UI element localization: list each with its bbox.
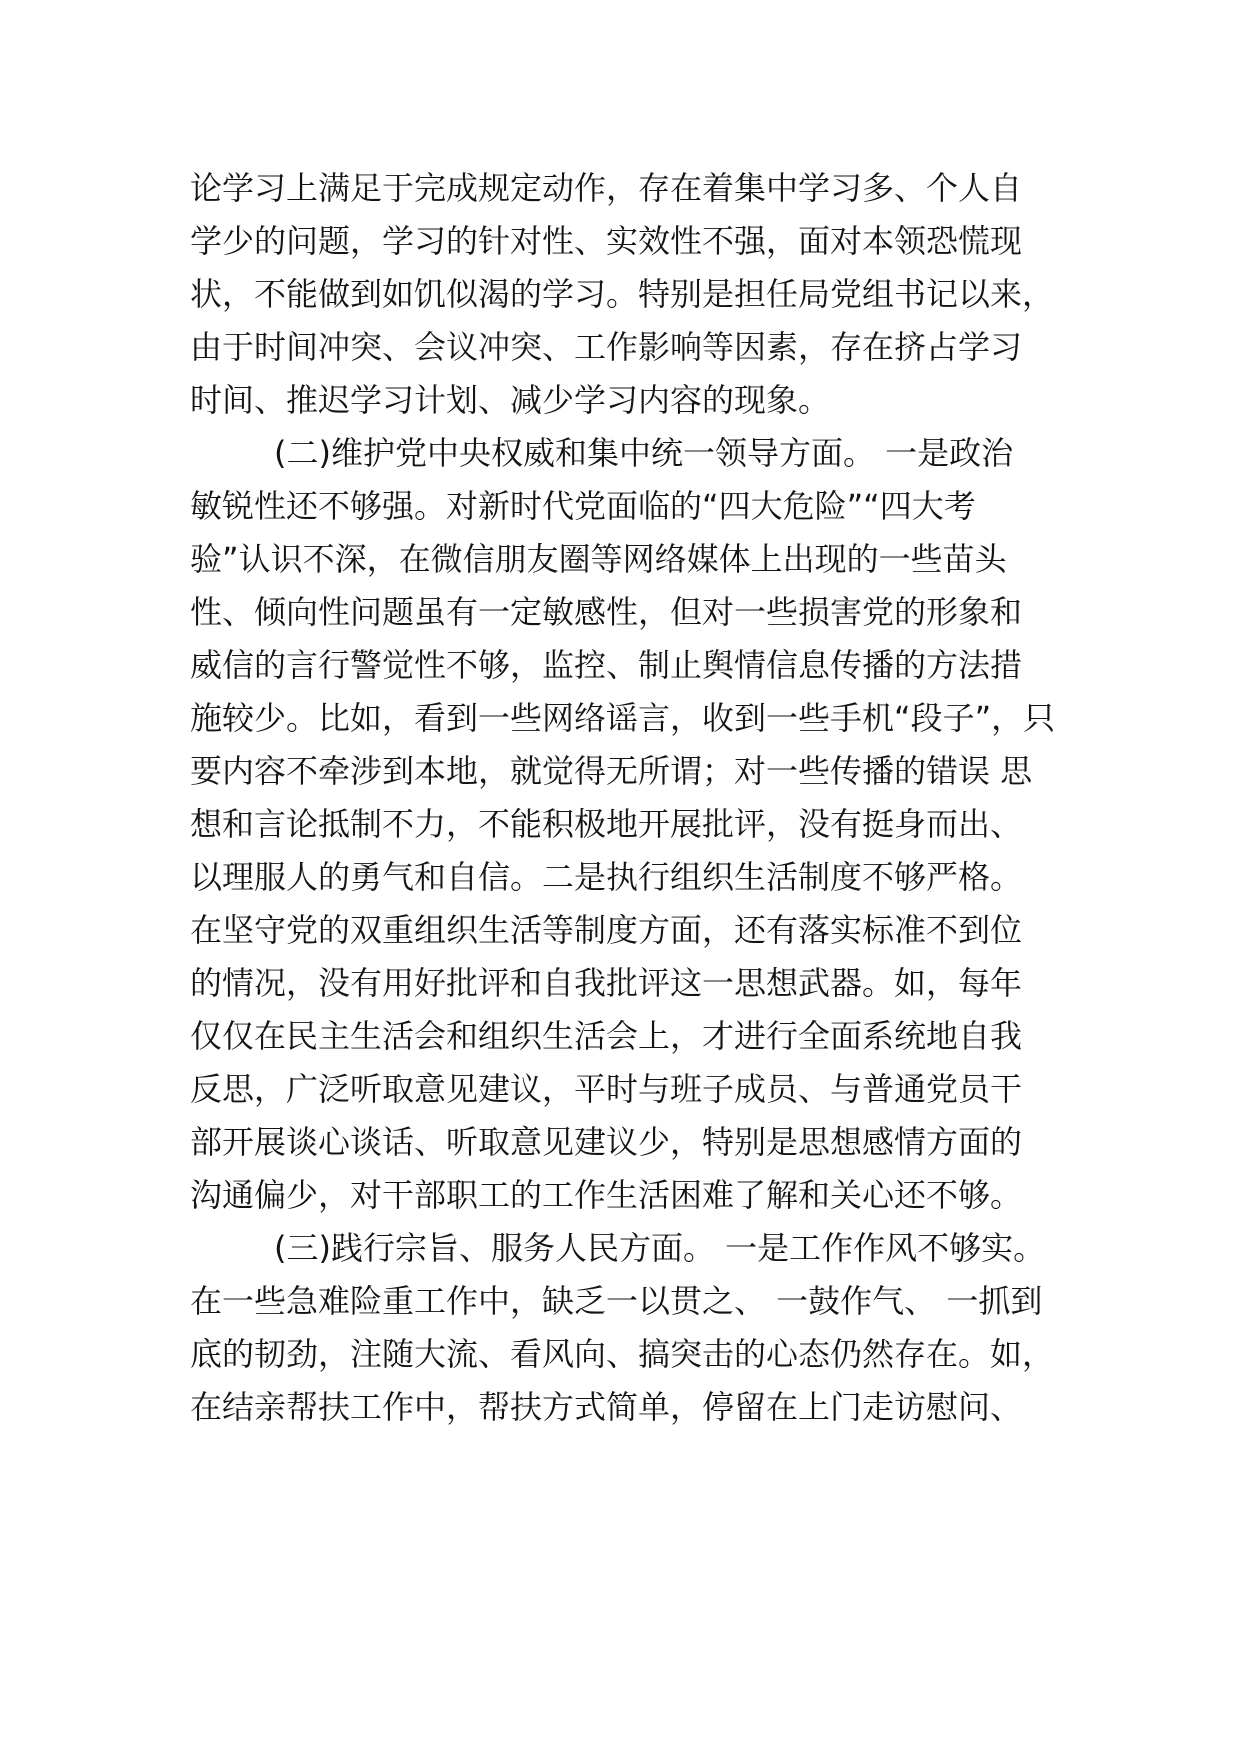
text-line: 由于时间冲突、会议冲突、工作影响等因素，存在挤占学习: [190, 328, 1023, 366]
text-line: 时间、推迟学习计划、减少学习内容的现象。: [190, 381, 831, 419]
text-line: 威信的言行警觉性不够，监控、制止舆情信息传播的方法措: [190, 646, 1023, 684]
text-line: 以理服人的勇气和自信。二是执行组织生活制度不够严格。: [190, 858, 1023, 896]
text-line: 在一些急难险重工作中，缺乏一以贯之、 一鼓作气、 一抓到: [190, 1282, 1043, 1320]
text-line: 想和言论抵制不力，不能积极地开展批评，没有挺身而出、: [190, 805, 1023, 843]
text-line: 敏锐性还不够强。对新时代党面临的“四大危险”“四大考: [190, 487, 976, 525]
text-line: 要内容不牵涉到本地，就觉得无所谓；对一些传播的错误 思: [190, 752, 1033, 790]
text-line: 反思，广泛听取意见建议，平时与班子成员、与普通党员干: [190, 1070, 1023, 1108]
text-line: 底的韧劲，注随大流、看风向、搞突击的心态仍然存在。如，: [190, 1335, 1055, 1373]
text-line: 学少的问题，学习的针对性、实效性不强，面对本领恐慌现: [190, 222, 1023, 260]
text-line: 论学习上满足于完成规定动作，存在着集中学习多、个人自: [190, 169, 1023, 207]
section-heading-line: (三)践行宗旨、服务人民方面。 一是工作作风不够实。: [274, 1229, 1046, 1267]
text-line: 施较少。比如，看到一些网络谣言，收到一些手机“段子”，只: [190, 699, 1056, 737]
text-line: 仅仅在民主生活会和组织生活会上，才进行全面系统地自我: [190, 1017, 1023, 1055]
text-line: 验”认识不深，在微信朋友圈等网络媒体上出现的一些苗头: [190, 540, 1007, 578]
text-line: 在结亲帮扶工作中，帮扶方式简单，停留在上门走访慰问、: [190, 1388, 1023, 1426]
text-line: 沟通偏少，对干部职工的工作生活困难了解和关心还不够。: [190, 1176, 1023, 1214]
section-heading-line: (二)维护党中央权威和集中统一领导方面。 一是政治: [274, 434, 1014, 472]
body-text: [190, 162, 1070, 1434]
text-line: 状，不能做到如饥似渴的学习。特别是担任局党组书记以来，: [190, 275, 1055, 313]
text-line: 在坚守党的双重组织生活等制度方面，还有落实标准不到位: [190, 911, 1023, 949]
text-line: 性、倾向性问题虽有一定敏感性，但对一些损害党的形象和: [190, 593, 1023, 631]
text-line: 部开展谈心谈话、听取意见建议少，特别是思想感情方面的: [190, 1123, 1023, 1161]
text-line: 的情况，没有用好批评和自我批评这一思想武器。如，每年: [190, 964, 1023, 1002]
